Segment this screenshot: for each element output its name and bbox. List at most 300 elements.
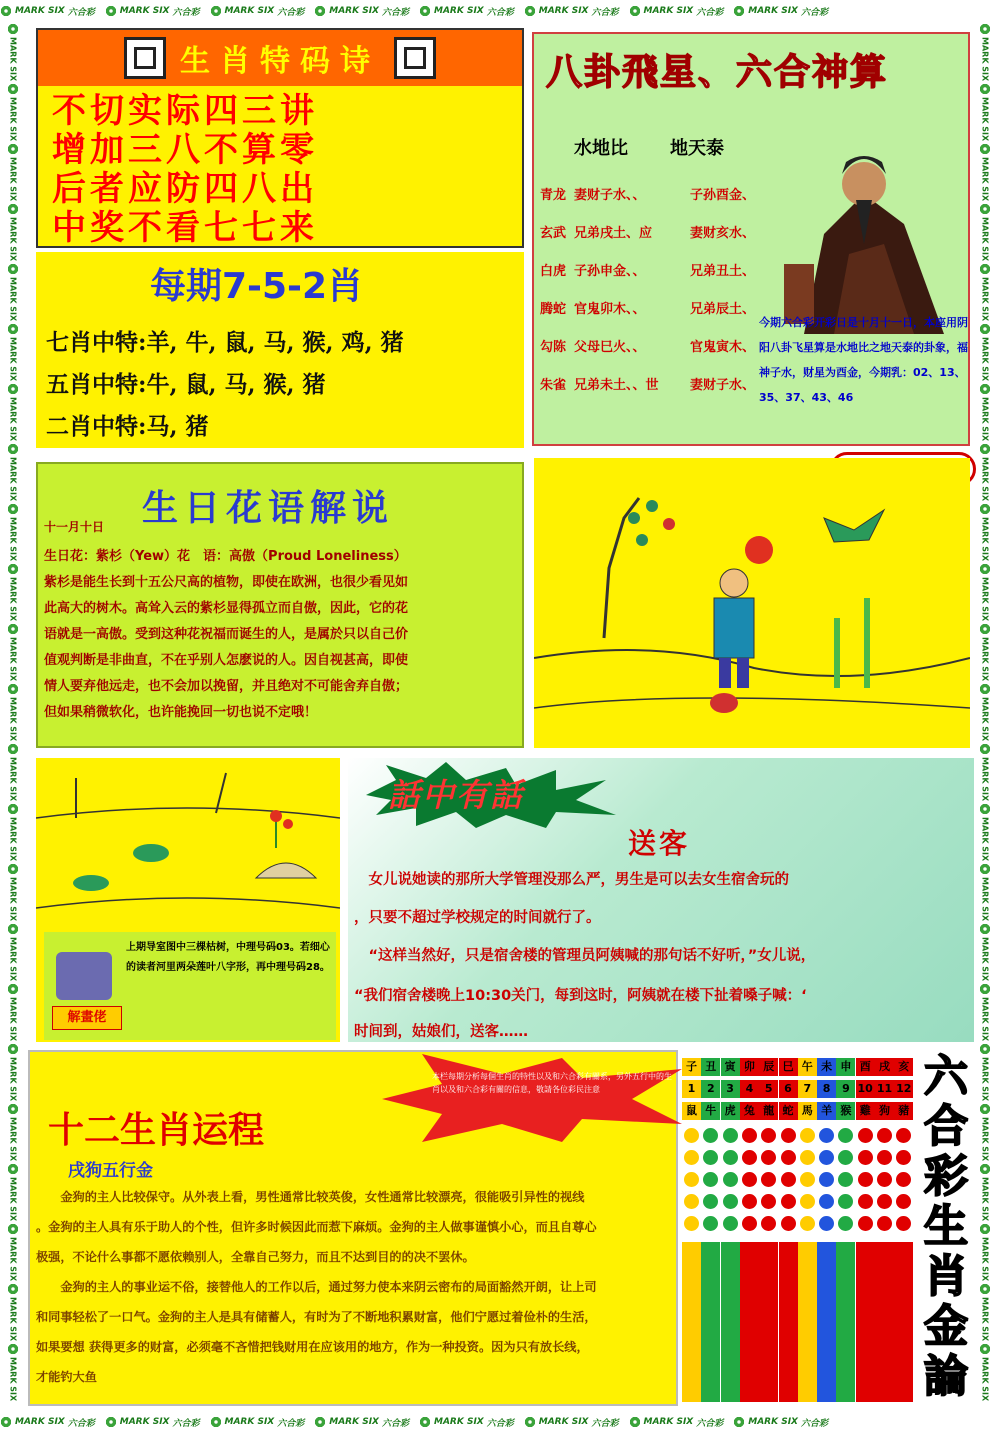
brand-en: MARK SIX xyxy=(329,6,379,16)
poem-line: 增加三八不算零 xyxy=(52,130,318,170)
bagua-title: 八卦飛星、六合神算 xyxy=(546,52,889,93)
clover-icon xyxy=(7,1223,19,1235)
zodiac-cell: 2 xyxy=(701,1080,720,1098)
brand-en: MARK SIX xyxy=(980,576,990,622)
zodiac-cell: 酉 xyxy=(856,1058,875,1076)
golden-theory-title xyxy=(918,1052,974,1406)
zodiac-cell: 亥 xyxy=(894,1058,913,1076)
zodiac-cell: 午 xyxy=(798,1058,817,1076)
zodiac-column xyxy=(701,1050,720,1406)
frame-tile xyxy=(0,142,26,202)
gua-cell: 兄弟未土、、世 xyxy=(574,378,659,393)
number-ball-icon xyxy=(858,1150,873,1165)
clover-icon xyxy=(979,1343,991,1355)
clover-icon xyxy=(524,1416,536,1428)
number-ball-icon xyxy=(838,1128,853,1143)
brand-en: MARK SIX xyxy=(980,936,990,982)
brand-en: MARK SIX xyxy=(980,456,990,502)
clover-icon xyxy=(7,683,19,695)
number-ball-icon xyxy=(896,1150,911,1165)
golden-char: 彩 xyxy=(924,1151,968,1202)
clover-icon xyxy=(7,503,19,515)
brand-en: MARK SIX xyxy=(643,1417,694,1427)
brand-cn: 六合彩 xyxy=(67,1418,95,1429)
clover-icon xyxy=(0,1416,12,1428)
number-ball-icon xyxy=(838,1194,853,1209)
clover-icon xyxy=(979,923,991,935)
frame-tile xyxy=(419,5,514,18)
clover-icon xyxy=(7,983,19,995)
brand-en: MARK SIX xyxy=(329,1417,379,1427)
zodiac-column xyxy=(740,1050,759,1406)
bagua-panel xyxy=(532,32,970,446)
clover-icon xyxy=(979,983,991,995)
brand-en: MARK SIX xyxy=(434,6,484,16)
golden-char: 生 xyxy=(924,1201,968,1252)
zodiac-strip xyxy=(682,1242,701,1402)
clover-icon xyxy=(7,443,19,455)
zodiac-cell: 雞 xyxy=(856,1102,875,1120)
frame-tile xyxy=(105,5,200,18)
period-picks-panel xyxy=(36,252,524,448)
starburst-text: 本栏每期分析每個生肖的特性以及和六合彩有關系，另外五行中的生肖以及和六合彩有關的信息，敬請各位彩民注意 xyxy=(432,1072,672,1094)
brand-en: MARK SIX xyxy=(980,396,990,442)
zodiac-column xyxy=(875,1050,894,1406)
brand-cn: 六合彩 xyxy=(486,1418,514,1429)
square-icon xyxy=(124,37,166,79)
frame-tile xyxy=(0,82,26,142)
brand-en: MARK SIX xyxy=(8,216,18,262)
poem-line: 不切实际四三讲 xyxy=(52,91,318,131)
zodiac-cell: 8 xyxy=(817,1080,836,1098)
brand-cn: 六合彩 xyxy=(800,7,828,18)
gua-cell: 父母巳火、、 xyxy=(574,340,646,355)
clover-icon xyxy=(7,923,19,935)
frame-tile xyxy=(0,22,26,82)
frame-tile xyxy=(314,1416,409,1429)
zodiac-cell: 4 xyxy=(740,1080,759,1098)
brand-en: MARK SIX xyxy=(8,756,18,802)
poem-line: 中奖不看七七来 xyxy=(52,208,318,248)
clover-icon xyxy=(7,203,19,215)
gua-cell: 兄弟辰土、 xyxy=(690,302,756,317)
zodiac-cell: 丑 xyxy=(701,1058,720,1076)
number-ball-icon xyxy=(723,1194,738,1209)
frame-tile xyxy=(733,1416,828,1429)
zodiac-strip xyxy=(817,1242,836,1402)
number-ball-icon xyxy=(742,1194,757,1209)
number-ball-icon xyxy=(742,1150,757,1165)
frame-tile xyxy=(972,562,998,622)
riddle-badge: 解畫佬 xyxy=(52,1006,122,1030)
zodiac-cell: 豬 xyxy=(894,1102,913,1120)
frame-tile xyxy=(972,82,998,142)
flower-line: 但如果稍微软化，也许能挽回一切也说不定哦！ xyxy=(44,705,318,720)
bagua-col1: 水地比 xyxy=(574,138,628,159)
zodiac-poem-panel xyxy=(36,28,524,248)
gua-cell: 腾蛇 xyxy=(540,302,567,317)
number-ball-icon xyxy=(781,1172,796,1187)
number-ball-icon xyxy=(684,1128,699,1143)
frame-tile xyxy=(629,5,724,18)
frame-tile xyxy=(972,142,998,202)
frame-tile xyxy=(0,1416,95,1429)
story-banner: 話中有話 xyxy=(388,776,525,814)
zodiac-strip xyxy=(875,1242,894,1402)
clover-icon xyxy=(979,503,991,515)
frame-tile xyxy=(972,1282,998,1342)
frame-tile xyxy=(972,22,998,82)
clover-icon xyxy=(979,1223,991,1235)
fortune-line: 才能钓大鱼 xyxy=(36,1370,97,1384)
brand-cn: 六合彩 xyxy=(381,1418,409,1429)
clover-icon xyxy=(105,1416,117,1428)
zodiac-cell: 虎 xyxy=(721,1102,740,1120)
number-ball-icon xyxy=(684,1194,699,1209)
gua-cell: 兄弟戌土、应 xyxy=(574,226,653,241)
clover-icon xyxy=(7,863,19,875)
zodiac-cell: 狗 xyxy=(875,1102,894,1120)
poem-lines xyxy=(52,92,318,248)
clover-icon xyxy=(629,5,641,17)
zodiac-number-table xyxy=(682,1050,914,1406)
zodiac-cell: 戌 xyxy=(875,1058,894,1076)
frame-tile xyxy=(972,922,998,982)
number-ball-icon xyxy=(838,1216,853,1231)
number-ball-icon xyxy=(723,1128,738,1143)
gua-cell: 官鬼卯木、、 xyxy=(574,302,646,317)
number-ball-icon xyxy=(742,1128,757,1143)
frame-tile xyxy=(972,622,998,682)
number-ball-icon xyxy=(761,1150,776,1165)
number-ball-icon xyxy=(723,1172,738,1187)
frame-tile xyxy=(972,382,998,442)
number-ball-icon xyxy=(877,1172,892,1187)
brand-en: MARK SIX xyxy=(748,6,798,16)
number-ball-icon xyxy=(723,1216,738,1231)
brand-en: MARK SIX xyxy=(8,1296,18,1342)
brand-en: MARK SIX xyxy=(8,36,18,82)
brand-en: MARK SIX xyxy=(8,156,18,202)
brand-en: MARK SIX xyxy=(980,756,990,802)
brand-cn: 六合彩 xyxy=(591,1418,619,1429)
clover-icon xyxy=(979,1103,991,1115)
story-line: “这样当然好，只是宿舍楼的管理员阿姨喊的那句话不好听，”女儿说， xyxy=(354,948,816,964)
clover-icon xyxy=(979,23,991,35)
number-ball-icon xyxy=(800,1128,815,1143)
clover-icon xyxy=(979,203,991,215)
number-ball-icon xyxy=(703,1172,718,1187)
story-line: “我们宿舍楼晚上10:30关门，每到这时，阿姨就在楼下扯着嗓子喊：‘ xyxy=(354,988,807,1004)
number-ball-icon xyxy=(800,1150,815,1165)
clover-icon xyxy=(210,1416,222,1428)
clover-icon xyxy=(524,5,536,17)
gua-cell: 玄武 xyxy=(540,226,567,241)
number-ball-icon xyxy=(742,1172,757,1187)
clover-icon xyxy=(979,263,991,275)
brand-en: MARK SIX xyxy=(980,1056,990,1102)
number-ball-icon xyxy=(838,1150,853,1165)
zodiac-cell: 羊 xyxy=(817,1102,836,1120)
frame-tile xyxy=(0,682,26,742)
brand-en: MARK SIX xyxy=(980,996,990,1042)
brand-en: MARK SIX xyxy=(8,1236,18,1282)
zodiac-cell: 牛 xyxy=(701,1102,720,1120)
sage-figure-icon xyxy=(764,114,954,334)
gua-cell: 子孙酉金、 xyxy=(690,188,756,203)
zodiac-column xyxy=(817,1050,836,1406)
frame-tile xyxy=(0,502,26,562)
frame-tile xyxy=(524,5,619,18)
brand-cn: 六合彩 xyxy=(67,7,95,18)
frame-tile xyxy=(972,862,998,922)
zodiac-cell: 申 xyxy=(836,1058,855,1076)
number-ball-icon xyxy=(761,1216,776,1231)
number-ball-icon xyxy=(877,1128,892,1143)
clover-icon xyxy=(979,623,991,635)
number-ball-icon xyxy=(781,1128,796,1143)
brand-cn: 六合彩 xyxy=(172,7,200,18)
number-ball-icon xyxy=(838,1172,853,1187)
clover-icon xyxy=(979,743,991,755)
number-ball-icon xyxy=(761,1128,776,1143)
square-icon xyxy=(394,37,436,79)
brand-en: MARK SIX xyxy=(8,996,18,1042)
number-ball-icon xyxy=(819,1150,834,1165)
frame-tile xyxy=(314,5,409,18)
clover-icon xyxy=(979,863,991,875)
number-ball-icon xyxy=(877,1216,892,1231)
poem-line: 后者应防四八出 xyxy=(52,169,318,209)
left-border xyxy=(0,22,26,1411)
clover-icon xyxy=(419,5,431,17)
number-ball-icon xyxy=(858,1128,873,1143)
clover-icon xyxy=(7,563,19,575)
gua-cell: 朱雀 xyxy=(540,378,567,393)
brand-en: MARK SIX xyxy=(980,816,990,862)
brand-en: MARK SIX xyxy=(980,276,990,322)
number-ball-icon xyxy=(877,1150,892,1165)
clover-icon xyxy=(979,323,991,335)
zodiac-cell: 9 xyxy=(836,1080,855,1098)
pond-frog-illustration-icon xyxy=(36,758,340,932)
riddle-answer-box xyxy=(44,932,336,1040)
number-ball-icon xyxy=(781,1150,796,1165)
frame-tile xyxy=(0,562,26,622)
frame-tile xyxy=(972,1102,998,1162)
number-ball-icon xyxy=(684,1172,699,1187)
number-ball-icon xyxy=(761,1172,776,1187)
clover-icon xyxy=(7,1343,19,1355)
brand-cn: 六合彩 xyxy=(800,1418,828,1429)
frame-tile xyxy=(629,1416,724,1429)
brand-cn: 六合彩 xyxy=(696,7,724,18)
brand-en: MARK SIX xyxy=(8,396,18,442)
gua-cell: 妻财子水、、 xyxy=(574,188,646,203)
zodiac-cell: 兔 xyxy=(740,1102,759,1120)
frame-tile xyxy=(0,5,95,18)
fortune-title: 十二生肖运程 xyxy=(48,1109,265,1151)
clover-icon xyxy=(629,1416,641,1428)
clover-icon xyxy=(7,1103,19,1115)
brand-en: MARK SIX xyxy=(8,516,18,562)
frame-tile xyxy=(0,442,26,502)
frame-tile xyxy=(972,1162,998,1222)
number-ball-icon xyxy=(761,1194,776,1209)
number-ball-icon xyxy=(896,1172,911,1187)
brand-en: MARK SIX xyxy=(8,1176,18,1222)
brand-en: MARK SIX xyxy=(224,6,275,16)
frame-tile xyxy=(0,322,26,382)
zodiac-cell: 猴 xyxy=(836,1102,855,1120)
fortune-line: 如果要想 获得更多的财富，必须毫不吝惜把钱财用在应该用的地方，作为一种投资。因为只有放长线， xyxy=(36,1340,589,1354)
notebook-icon xyxy=(56,952,112,1000)
zodiac-column xyxy=(759,1050,778,1406)
zodiac-cell: 龍 xyxy=(759,1102,778,1120)
zodiac-column xyxy=(682,1050,701,1406)
frame-tile xyxy=(0,1342,26,1402)
clover-icon xyxy=(979,83,991,95)
clover-icon xyxy=(979,803,991,815)
clover-icon xyxy=(979,683,991,695)
number-ball-icon xyxy=(896,1128,911,1143)
zodiac-column xyxy=(894,1050,913,1406)
zodiac-cell: 子 xyxy=(682,1058,701,1076)
brand-en: MARK SIX xyxy=(8,876,18,922)
clover-icon xyxy=(419,1416,431,1428)
zodiac-cell: 寅 xyxy=(721,1058,740,1076)
zodiac-column xyxy=(836,1050,855,1406)
clover-icon xyxy=(7,263,19,275)
frame-tile xyxy=(972,1342,998,1402)
clover-icon xyxy=(733,5,745,17)
frame-tile xyxy=(0,202,26,262)
brand-en: MARK SIX xyxy=(980,216,990,262)
brand-en: MARK SIX xyxy=(980,636,990,682)
zodiac-strip xyxy=(779,1242,798,1402)
zodiac-cell: 5 xyxy=(759,1080,778,1098)
zodiac-cell: 巳 xyxy=(779,1058,798,1076)
number-ball-icon xyxy=(703,1194,718,1209)
brand-en: MARK SIX xyxy=(980,1296,990,1342)
clover-icon xyxy=(979,143,991,155)
story-line: ，只要不超过学校规定的时间就行了。 xyxy=(354,910,601,926)
frame-tile xyxy=(0,982,26,1042)
zodiac-cell: 鼠 xyxy=(682,1102,701,1120)
number-ball-icon xyxy=(858,1172,873,1187)
frame-tile xyxy=(972,262,998,322)
brand-en: MARK SIX xyxy=(15,1417,65,1427)
zodiac-strip xyxy=(759,1242,778,1402)
clover-icon xyxy=(7,83,19,95)
frame-tile xyxy=(972,1222,998,1282)
brand-en: MARK SIX xyxy=(980,156,990,202)
number-ball-icon xyxy=(877,1194,892,1209)
frame-tile xyxy=(0,1102,26,1162)
brand-en: MARK SIX xyxy=(980,1356,990,1402)
brand-en: MARK SIX xyxy=(8,456,18,502)
flower-line: 值观判断是非曲直，不在乎别人怎麽说的人。因自视甚高，即使 xyxy=(44,653,409,668)
golden-char: 六 xyxy=(924,1051,968,1102)
gua-cell: 白虎 xyxy=(540,264,567,279)
number-ball-icon xyxy=(800,1194,815,1209)
golden-char: 論 xyxy=(924,1351,968,1402)
brand-en: MARK SIX xyxy=(8,576,18,622)
frame-tile xyxy=(0,1222,26,1282)
riddle-illustration xyxy=(534,458,970,748)
zodiac-cell: 卯 xyxy=(740,1058,759,1076)
frame-tile xyxy=(972,682,998,742)
brand-en: MARK SIX xyxy=(980,516,990,562)
frame-tile xyxy=(972,802,998,862)
frame-tile xyxy=(105,1416,200,1429)
flower-line: 语就是一高傲。受到这种花祝福而诞生的人，是属於只以自己价 xyxy=(44,627,409,642)
brand-en: MARK SIX xyxy=(8,1116,18,1162)
number-ball-icon xyxy=(781,1216,796,1231)
frame-tile xyxy=(0,802,26,862)
frame-tile xyxy=(733,5,828,18)
brand-en: MARK SIX xyxy=(980,1116,990,1162)
frame-tile xyxy=(0,742,26,802)
brand-cn: 六合彩 xyxy=(591,7,619,18)
brand-en: MARK SIX xyxy=(8,696,18,742)
number-ball-icon xyxy=(819,1128,834,1143)
clover-icon xyxy=(7,1043,19,1055)
clover-icon xyxy=(105,5,117,17)
number-ball-icon xyxy=(703,1128,718,1143)
clover-icon xyxy=(979,1043,991,1055)
clover-icon xyxy=(979,1283,991,1295)
fortune-line: 金狗的主人比较保守。从外表上看，男性通常比较英俊，女性通常比较漂亮，很能吸引异性的视线 xyxy=(36,1190,585,1204)
frame-tile xyxy=(210,5,305,18)
number-ball-icon xyxy=(819,1194,834,1209)
clover-icon xyxy=(7,623,19,635)
brand-en: MARK SIX xyxy=(980,36,990,82)
zodiac-cell: 6 xyxy=(779,1080,798,1098)
brand-en: MARK SIX xyxy=(224,1417,275,1427)
story-title: 送客 xyxy=(628,827,691,860)
gua-cell: 兄弟丑土、 xyxy=(690,264,756,279)
brand-en: MARK SIX xyxy=(8,336,18,382)
frame-tile xyxy=(972,502,998,562)
frame-tile xyxy=(0,862,26,922)
frame-tile xyxy=(0,1042,26,1102)
clover-icon xyxy=(7,1163,19,1175)
gua-cell: 子孙申金、、 xyxy=(574,264,646,279)
zodiac-column xyxy=(779,1050,798,1406)
brand-en: MARK SIX xyxy=(8,1056,18,1102)
gua-cell: 青龙 xyxy=(540,188,567,203)
clover-icon xyxy=(733,1416,745,1428)
clover-icon xyxy=(979,383,991,395)
fortune-line: 。金狗的主人具有乐于助人的个性，但许多时候因此而惹下麻烦。金狗的主人做事谨慎小心，而且自尊心 xyxy=(36,1220,597,1234)
brand-en: MARK SIX xyxy=(15,6,65,16)
zodiac-strip xyxy=(701,1242,720,1402)
zodiac-strip xyxy=(836,1242,855,1402)
brand-en: MARK SIX xyxy=(748,1417,798,1427)
zodiac-column xyxy=(856,1050,875,1406)
brand-en: MARK SIX xyxy=(538,1417,589,1427)
number-ball-icon xyxy=(896,1194,911,1209)
flower-line: 情人要弃他远走，也不会加以挽留，并且绝对不可能舍弃自傲； xyxy=(44,679,409,694)
frame-tile xyxy=(0,1162,26,1222)
zodiac-cell: 辰 xyxy=(759,1058,778,1076)
zodiac-strip xyxy=(721,1242,740,1402)
zodiac-column xyxy=(721,1050,740,1406)
clover-icon xyxy=(314,1416,326,1428)
bagua-description: 今期六合彩开彩日是十月十一日，本座用阴阳八卦飞星算是水地比之地天泰的卦象，福神子水，财星为酉金，今期乳：02、13、35、37、43、46 xyxy=(759,316,968,404)
number-ball-icon xyxy=(723,1150,738,1165)
